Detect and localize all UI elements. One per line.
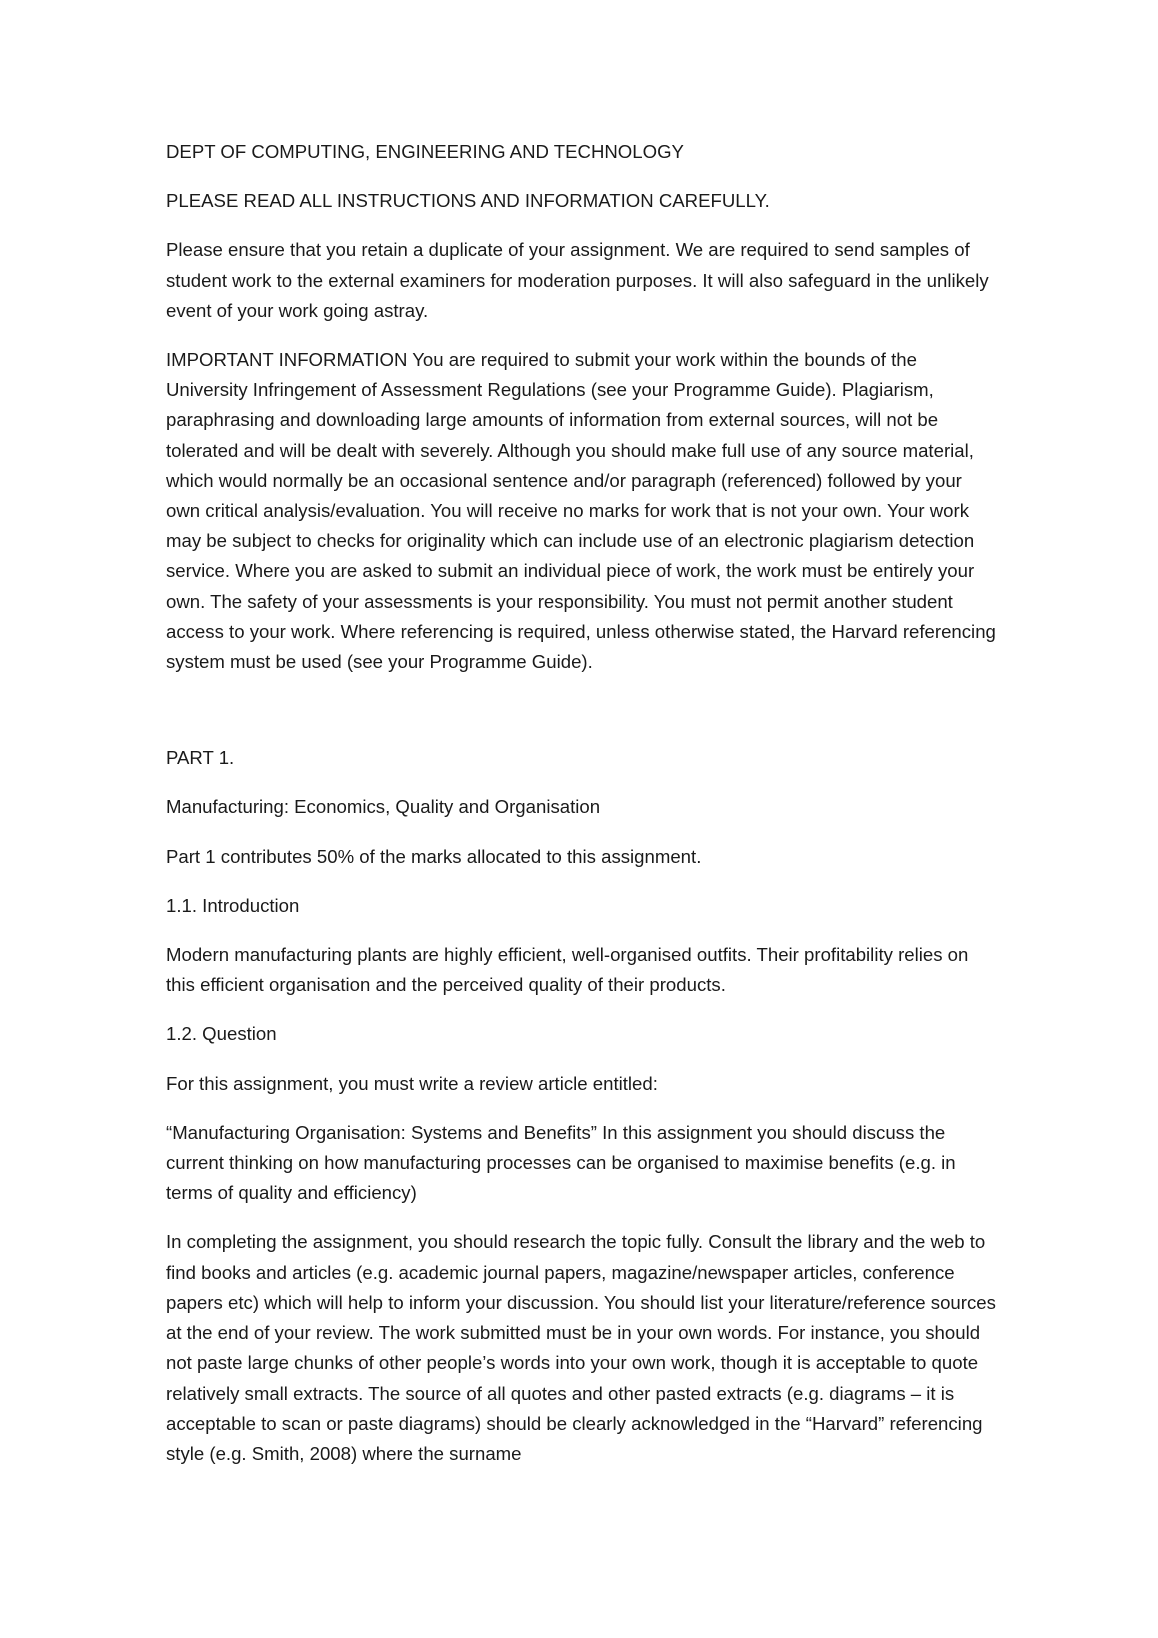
part-contribution: Part 1 contributes 50% of the marks allocated to this assignment.	[166, 845, 702, 867]
question-title-paragraph: “Manufacturing Organisation: Systems and Benefits” In this assignment you should discuss the current thinking on how manufacturing processes can be organised to maximise benefits (e.g. in terms of quality and efficiency)	[166, 1121, 956, 1204]
section-spacer	[166, 696, 1001, 743]
intro-paragraph: Modern manufacturing plants are highly efficient, well-organised outfits. Their profitability relies on this efficient organisation and the perceived quality of their products.	[166, 944, 969, 996]
instructions-heading: PLEASE READ ALL INSTRUCTIONS AND INFORMATION CAREFULLY.	[166, 190, 770, 212]
question-lead: For this assignment, you must write a review article entitled:	[166, 1072, 658, 1094]
question-heading: 1.2. Question	[166, 1023, 277, 1045]
duplicate-note-paragraph: Please ensure that you retain a duplicate of your assignment. We are required to send samples of student work to the external examiners for moderation purposes. It will also safeguard in the unlikely event of your work going astray.	[166, 239, 989, 321]
part-title: Manufacturing: Economics, Quality and Organisation	[166, 796, 601, 818]
dept-heading: DEPT OF COMPUTING, ENGINEERING AND TECHNOLOGY	[166, 141, 684, 162]
important-info-paragraph: IMPORTANT INFORMATION You are required to submit your work within the bounds of the University Infringement of Assessment Regulations (see your Programme Guide). Plagiarism, paraphrasing and downloading large amounts of information from external sources, will not be tolerated and will be dealt with severely. Although you should make full use of any source material, which would normally be an occasional sentence and/or paragraph (referenced) followed by your own critical analysis/evaluation. You will receive no marks for work that is not your own. Your work may be subject to checks for originality which can include use of an electronic plagiarism detection service. Where you are asked to submit an individual piece of work, the work must be entirely your own. The safety of your assessments is your responsibility. You must not permit another student access to your work. Where referencing is required, unless otherwise stated, the Harvard referencing system must be used (see your Programme Guide).	[166, 349, 996, 673]
completing-paragraph: In completing the assignment, you should research the topic fully. Consult the library and the web to find books and articles (e.g. academic journal papers, magazine/newspaper articles, conference papers etc) which will help to inform your discussion. You should list your literature/reference sources at the end of your review. The work submitted must be in your own words. For instance, you should not paste large chunks of other people’s words into your own work, though it is acceptable to quote relatively small extracts. The source of all quotes and other pasted extracts (e.g. diagrams – it is acceptable to scan or paste diagrams) should be clearly acknowledged in the “Harvard” referencing style (e.g. Smith, 2008) where the surname	[166, 1231, 996, 1464]
document-body	[166, 137, 1001, 1488]
intro-heading: 1.1. Introduction	[166, 894, 300, 916]
part-heading: PART 1.	[166, 747, 235, 769]
